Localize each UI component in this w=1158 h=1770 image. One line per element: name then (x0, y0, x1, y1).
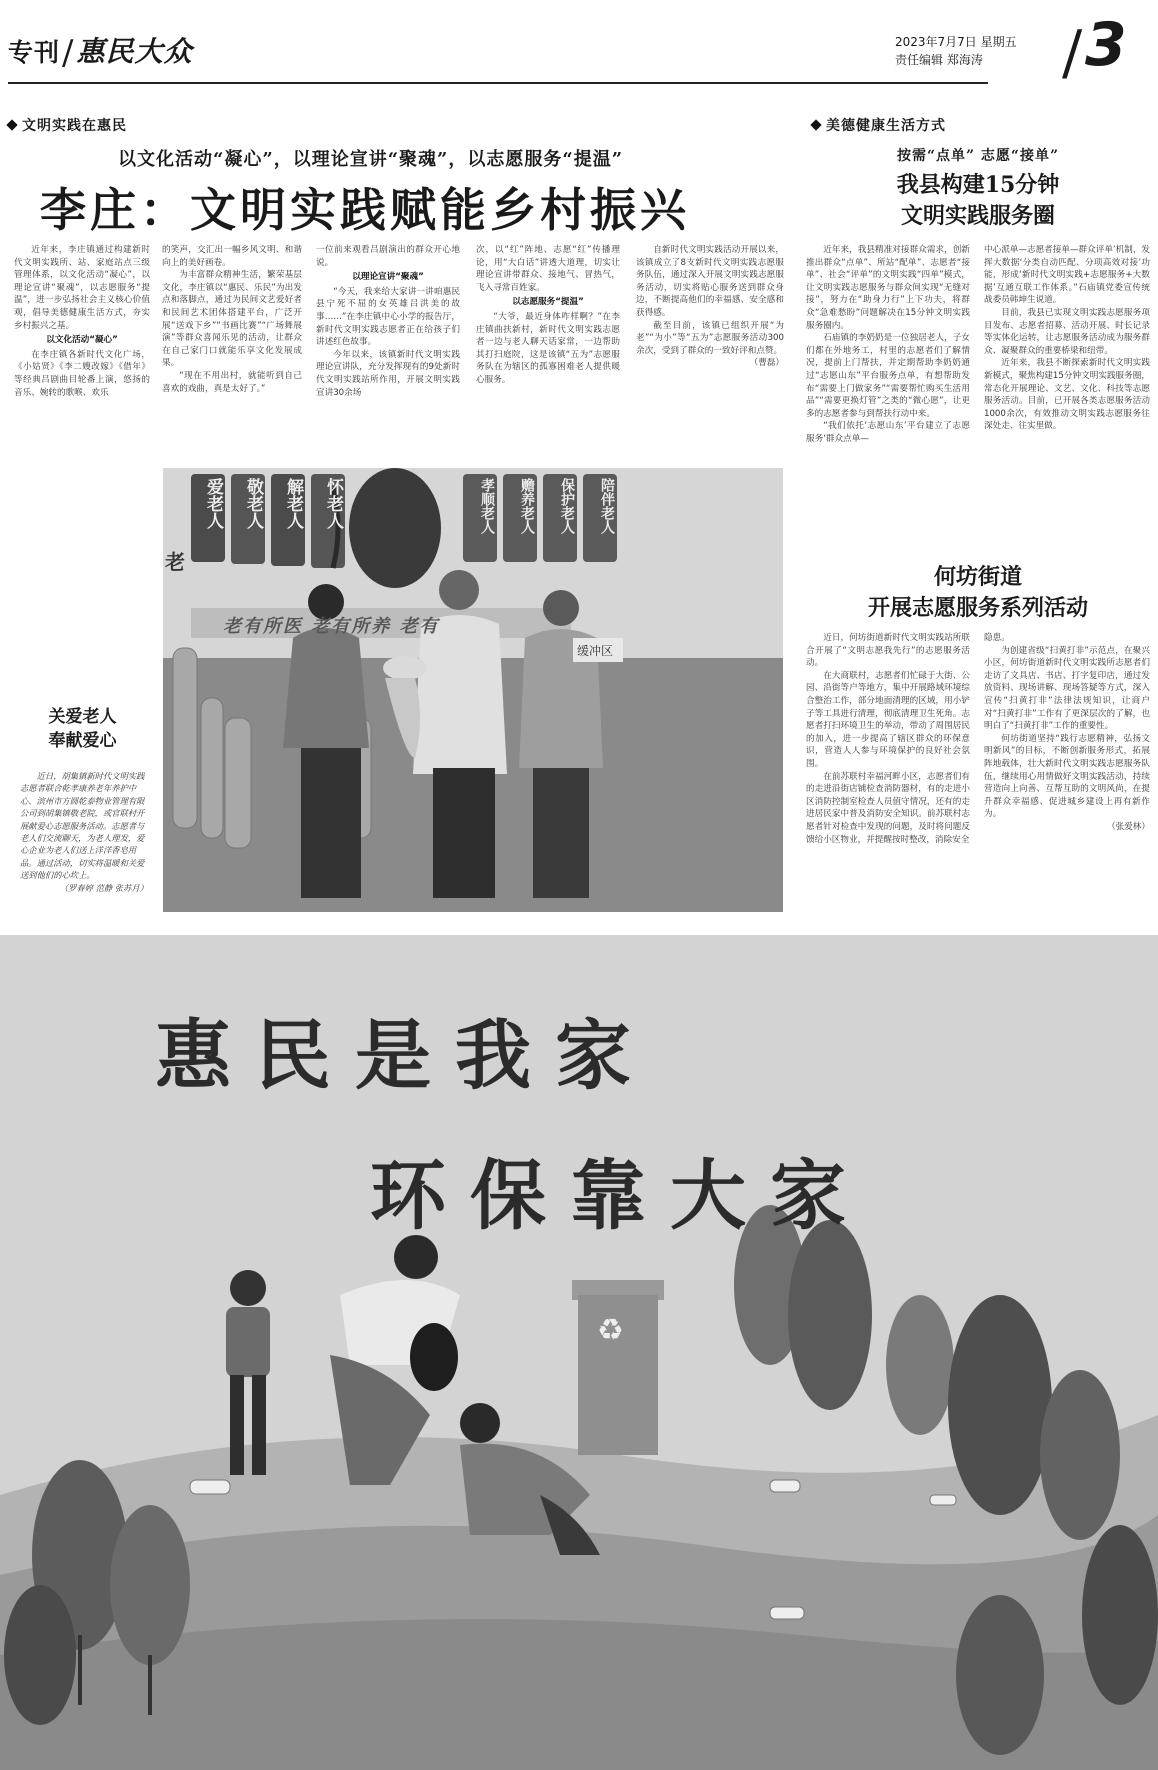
room-sign: 缓冲区 (577, 644, 614, 658)
gift-item (383, 656, 427, 680)
header-rule (8, 82, 988, 84)
right-top-column-2 (984, 244, 1150, 536)
paragraph: 在李庄镇各新时代文化广场，《小姑贤》《李二嫂改嫁》《借年》等经典吕剧曲目轮番上演，悠扬的音乐、婉转的歌喉、欢乐 (14, 349, 150, 398)
page-number: 3 (1085, 10, 1127, 80)
news-photo (163, 468, 783, 912)
lead-subtitle: 以文化活动“凝心”，以理论宣讲“聚魂”，以志愿服务“提温” (118, 149, 624, 170)
right-bottom-title (812, 562, 1144, 624)
paragraph: 次，以“红”阵地、志愿“红”传播理论，用“大白话”讲透大道理，切实让理论宣讲带群众、接地气、冒热气，飞入寻常百姓家。 (476, 245, 620, 293)
lead-column-1 (14, 244, 150, 456)
header-slash: / (62, 33, 75, 73)
issue-date: 2023年7月7日 星期五 (895, 35, 1017, 49)
section-tag-text: 文明实践在惠民 (22, 118, 127, 134)
right-bottom-column-1 (806, 632, 970, 918)
poster-title-line-2: 环保靠大家 (370, 1151, 870, 1240)
caption-title-line: 关爱老人 (48, 707, 117, 727)
section-header (8, 30, 193, 73)
paragraph: 近年来，我县精准对接群众需求，创新推出群众“点单”、所站“配单”、志愿者“接单”、社会“评单”的文明实践“四单”模式，让文明实践志愿服务与群众间实现“无缝对接”，努力在“助身力行”上下功夫，将群众“急难愁盼”问题解决在15分钟文明实践服务圈内。 (806, 245, 970, 331)
paragraph: “大爷，最近身体咋样啊？”在李庄镇曲扶新村，新时代文明实践志愿者一边与老人聊天话家常，一边帮助其打扫庭院，这是该镇“五为”志愿服务队在为辖区的孤寡困难老人提供暖心服务。 (476, 311, 620, 385)
paragraph: 为丰富群众精神生活，繁荣基层文化，李庄镇以“惠民、乐民”为出发点和落脚点，通过为民间文艺爱好者和民间艺术团体搭建平台，广泛开展“送戏下乡”“书画比赛”“广场舞展演”等群众喜闻乐见的活动，让群众在自己家门口就能乐享文化发展成果。 (162, 270, 302, 369)
banner-word: 赡养老人 (519, 478, 535, 534)
banner-word: 解老人 (283, 478, 303, 529)
caption-byline: （罗春婷 范静 张苏月） (59, 882, 148, 893)
paragraph: 的笑声，交汇出一幅乡风文明、和谐向上的美好画卷。 (162, 245, 302, 268)
right-bottom-column-2 (984, 632, 1150, 918)
title-line: 开展志愿服务系列活动 (867, 595, 1088, 621)
paragraph: 石庙镇的李奶奶是一位独居老人，子女们都在外地务工，村里的志愿者们了解情况，提前上门帮扶，并定期帮助李奶奶通过“志愿山东”平台服务点单，有想帮助发布“需要上门做家务”“需要帮忙购买生活用品”“需要更换灯管”之类的“微心愿”，让更多的志愿者参与到帮扶行动中来。 (806, 333, 970, 419)
title-line: 何坊街道 (933, 564, 1022, 590)
banner-word: 保护老人 (559, 478, 575, 534)
caption-body (20, 770, 148, 894)
banner-word: 陪伴老人 (599, 478, 615, 534)
byline: （曹磊） (749, 358, 784, 369)
banner-word: 孝顺老人 (479, 478, 495, 534)
paragraph: 截至目前，该镇已组织开展“为老”“为小”等“五为”志愿服务活动300余次，受到了群众的一致好评和点赞。 (636, 320, 784, 356)
right-top-subtitle: 按需“点单” 志愿“接单” (896, 148, 1060, 164)
right-top-column-1 (806, 244, 970, 536)
paragraph: 何坊街道坚持“践行志愿精神，弘扬文明新风”的目标，不断创新服务形式，拓展阵地载体，壮大新时代文明实践志愿服务队伍，继续用心用情做好文明实践活动，持续营造向上向善、互帮互助的文明风尚，在提升群众幸福感、促进城乡建设上再有新作为。 (984, 733, 1150, 820)
caption-title-line: 奉献爱心 (48, 731, 117, 751)
diamond-icon (6, 119, 17, 130)
paragraph: 目前，我县已实现文明实践志愿服务项目发布、志愿者招募、活动开展、时长记录等实体化运转，让志愿服务活动成为服务群众、凝聚群众的重要桥梁和纽带。 (984, 307, 1150, 356)
environment-poster (0, 935, 1158, 1770)
banner-word: 爱老人 (203, 478, 223, 529)
lead-column-5 (636, 244, 784, 456)
paragraph: 中心派单—志愿者接单—群众评单’机制，发挥大数据‘分类自动匹配、分项高效对接’功能，形成‘新时代文明实践+志愿服务+大数据’互通互联工作体系。”石庙镇党委宣传统战委员韩坤生说道。 (984, 245, 1150, 306)
paragraph: 在前苏联村幸福河畔小区，志愿者们有的走进沿街店铺检查消防器材，有的走进小区消防控制室检查人员值守情况，还有的走进居民家中普及消防安全知识。前苏联村志愿者针对检查中发现的问题，及时将问题反馈给小区物业，并提醒按时整改，消除安全 (806, 771, 970, 845)
responsible-editor: 责任编辑 郑海涛 (895, 53, 983, 67)
masthead: 惠民大众 (76, 35, 193, 68)
recycle-bin (572, 1280, 664, 1455)
page-number-slash: / (1062, 18, 1083, 88)
title-line: 我县构建15分钟 (896, 172, 1060, 198)
paragraph: 自新时代文明实践活动开展以来，该镇成立了8支新时代文明实践志愿服务队伍，通过深入开展文明实践志愿服务活动，切实将贴心服务送到群众身边，不断提高他们的幸福感、安全感和获得感。 (636, 245, 784, 318)
paragraph: 近日，何坊街道新时代文明实践站所联合开展了“文明志愿我先行”的志愿服务活动。 (806, 633, 970, 669)
byline: （张爱林） (1107, 821, 1150, 832)
paragraph: 在大商联村，志愿者们忙碌于大街、公园、沿街等户等地方，集中开展路域环境综合整治工作，部分地面清理的区域，用小铲子等工具进行清理，彻底清理卫生死角。志愿者打扫环境卫生的举动，带动了周围居民的加入，进一步提高了辖区群众的环保意识，营造人人参与环境保护的良好社会氛围。 (806, 670, 970, 769)
subheading: 以理论宣讲“聚魂” (352, 272, 424, 283)
paragraph: “今天，我来给大家讲一讲咱惠民县宁死不屈的女英雄吕洪美的故事……”在李庄镇中心小学的报告厅，新时代文明实践志愿者正在给孩子们讲述红色故事。 (316, 286, 460, 348)
lead-title: 李庄：文明实践赋能乡村振兴 (40, 183, 690, 237)
diamond-icon (810, 119, 821, 130)
header-meta (895, 33, 1017, 69)
right-top-title (812, 170, 1144, 232)
paragraph: 一位前来观看吕剧演出的群众开心地说。 (316, 245, 460, 268)
lead-column-3 (316, 244, 460, 456)
paragraph: 近年来，李庄镇通过构建新时代文明实践所、站、家庭站点三级管理体系，以文化活动“凝心”，以理论宣讲“聚魂”，以志愿服务“提温”，进一步弘扬社会主义核心价值观，倡导美德健康生活方式，夯实乡村振兴之基。 (14, 245, 150, 331)
photo-lamp-label: 老 (165, 550, 185, 574)
wall-slogan: 老有所医 老有所养 老有 (223, 616, 440, 637)
paragraph: “我们依托‘志愿山东’平台建立了志愿服务‘群众点单— (806, 421, 970, 444)
paragraph: “现在不用出村，就能听到自己喜欢的戏曲，真是太好了。” (162, 370, 302, 394)
section-tag-right (812, 115, 946, 135)
lead-column-4 (476, 244, 620, 456)
banner-word: 怀老人 (323, 478, 343, 529)
caption-title (20, 705, 145, 753)
section-tag-left (8, 115, 127, 135)
poster-title-line-1: 惠民是我家 (155, 1011, 655, 1100)
lead-column-2 (162, 244, 302, 456)
paragraph: 今年以来，该镇新时代文明实践理论宣讲队，充分发挥现有的9处新时代文明实践站所作用，开展文明实践宣讲30余场 (316, 349, 460, 398)
banner-texts (191, 478, 621, 568)
recycle-icon: ♻ (597, 1313, 624, 1348)
section-label: 专刊 (8, 38, 61, 67)
title-line: 文明实践服务圈 (900, 203, 1055, 229)
banner-word: 敬老人 (243, 478, 263, 529)
section-tag-text: 美德健康生活方式 (826, 118, 946, 134)
paragraph: 近年来，我县不断探索新时代文明实践新模式，聚焦构建15分钟文明实践服务圈，常态化开展理论、文艺、文化、科技等志愿服务活动。目前，已开展各类志愿服务活动1000余次，有效推动文明实践志愿服务往深处走、往实里做。 (984, 358, 1150, 432)
paragraph: 为创建省级“扫黄打非”示范点，在聚兴小区，何坊街道新时代文明实践所志愿者们走访了文具店、书店、打字复印店，通过发放资料、现场讲解、现场答疑等方式，深入宣传“扫黄打非”法律法规知识，让商户对“扫黄打非”工作有了更深层次的了解，也明白了“扫黄打非”工作的重要性。 (984, 645, 1150, 732)
subheading: 以文化活动“凝心” (46, 335, 118, 346)
paragraph: 隐患。 (984, 633, 1010, 643)
subheading: 以志愿服务“提温” (512, 297, 584, 308)
caption-paragraph: 近日，胡集镇新时代文明实践志愿者联合乾孝康养老年养护中心、滨州市方圆乾泰物业管理有限公司到胡集镇敬老院，或官联村开展献爱心志愿服务活动。志愿者与老人们交流聊天，为老人理发，爱心企业为老人们送上洋洋香皂用品。通过活动，切实将温暖和关爱送到他们的心坎上。 (20, 771, 145, 881)
